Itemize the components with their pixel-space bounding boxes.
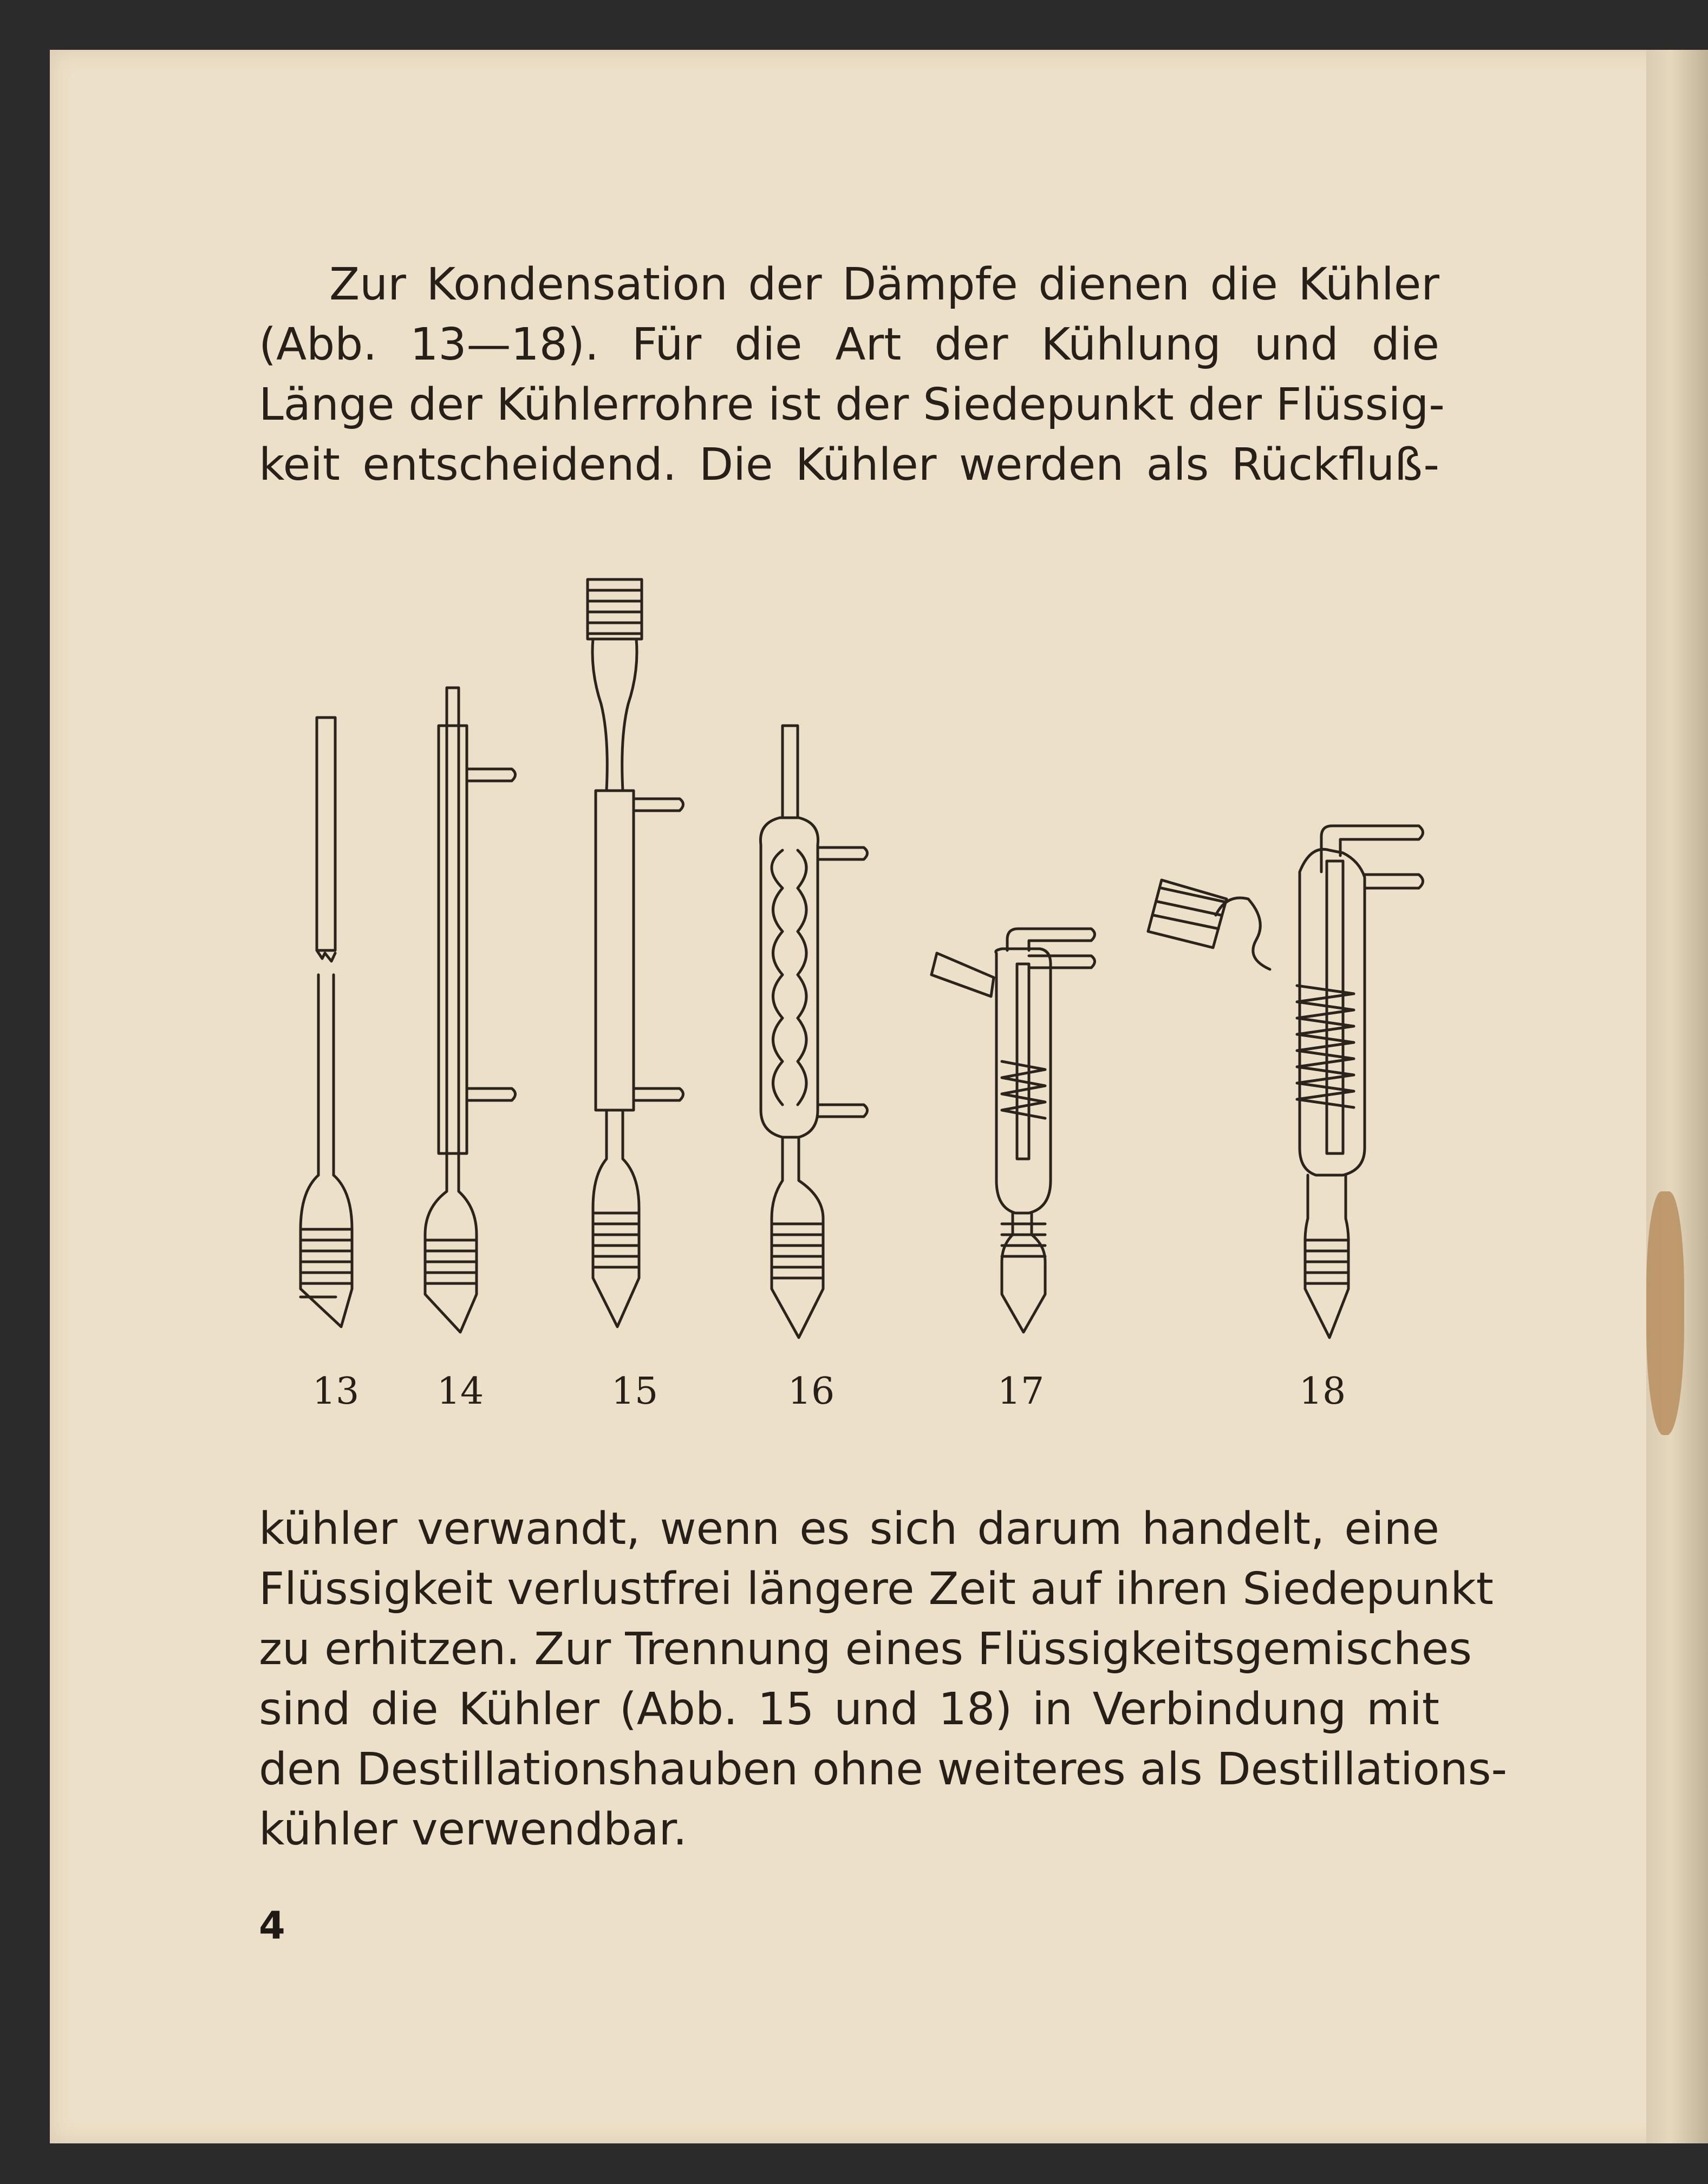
text-line: Zur Kondensation der Dämpfe dienen die Kühler <box>329 259 1439 310</box>
condenser-figure-15 <box>588 579 683 1327</box>
text-line: den Destillationshauben ohne weiteres als Destillations- <box>259 1744 1508 1795</box>
condenser-figure-16 <box>760 726 867 1338</box>
figure-label-14: 14 <box>436 1370 484 1413</box>
figure-label-13: 13 <box>312 1370 360 1413</box>
page-number: 4 <box>259 1903 285 1948</box>
figure-label-16: 16 <box>787 1370 835 1413</box>
text-line: sind die Kühler (Abb. 15 und 18) in Verbindung mit <box>259 1684 1439 1735</box>
condenser-figure-18 <box>1148 826 1423 1338</box>
text-line: kühler verwendbar. <box>259 1804 687 1855</box>
figure-label-15: 15 <box>611 1370 659 1413</box>
condenser-figure-17 <box>931 929 1095 1332</box>
text-line: keit entscheidend. Die Kühler werden als Rückfluß- <box>259 439 1439 491</box>
figure-label-17: 17 <box>997 1370 1045 1413</box>
text-line: zu erhitzen. Zur Trennung eines Flüssigkeitsgemisches <box>259 1624 1472 1675</box>
text-line: kühler verwandt, wenn es sich darum handelt, eine <box>259 1503 1439 1555</box>
text-line: (Abb. 13—18). Für die Art der Kühlung und die <box>259 319 1439 370</box>
condenser-figure-13 <box>301 718 352 1327</box>
paragraph-bottom <box>259 1499 1508 1855</box>
text-line: Flüssigkeit verlustfrei längere Zeit auf ihren Siedepunkt <box>259 1563 1494 1615</box>
text-line: Länge der Kühlerrohre ist der Siedepunkt der Flüssig- <box>259 379 1445 431</box>
figure-label-18: 18 <box>1299 1370 1346 1413</box>
condenser-figure-14 <box>425 688 516 1332</box>
